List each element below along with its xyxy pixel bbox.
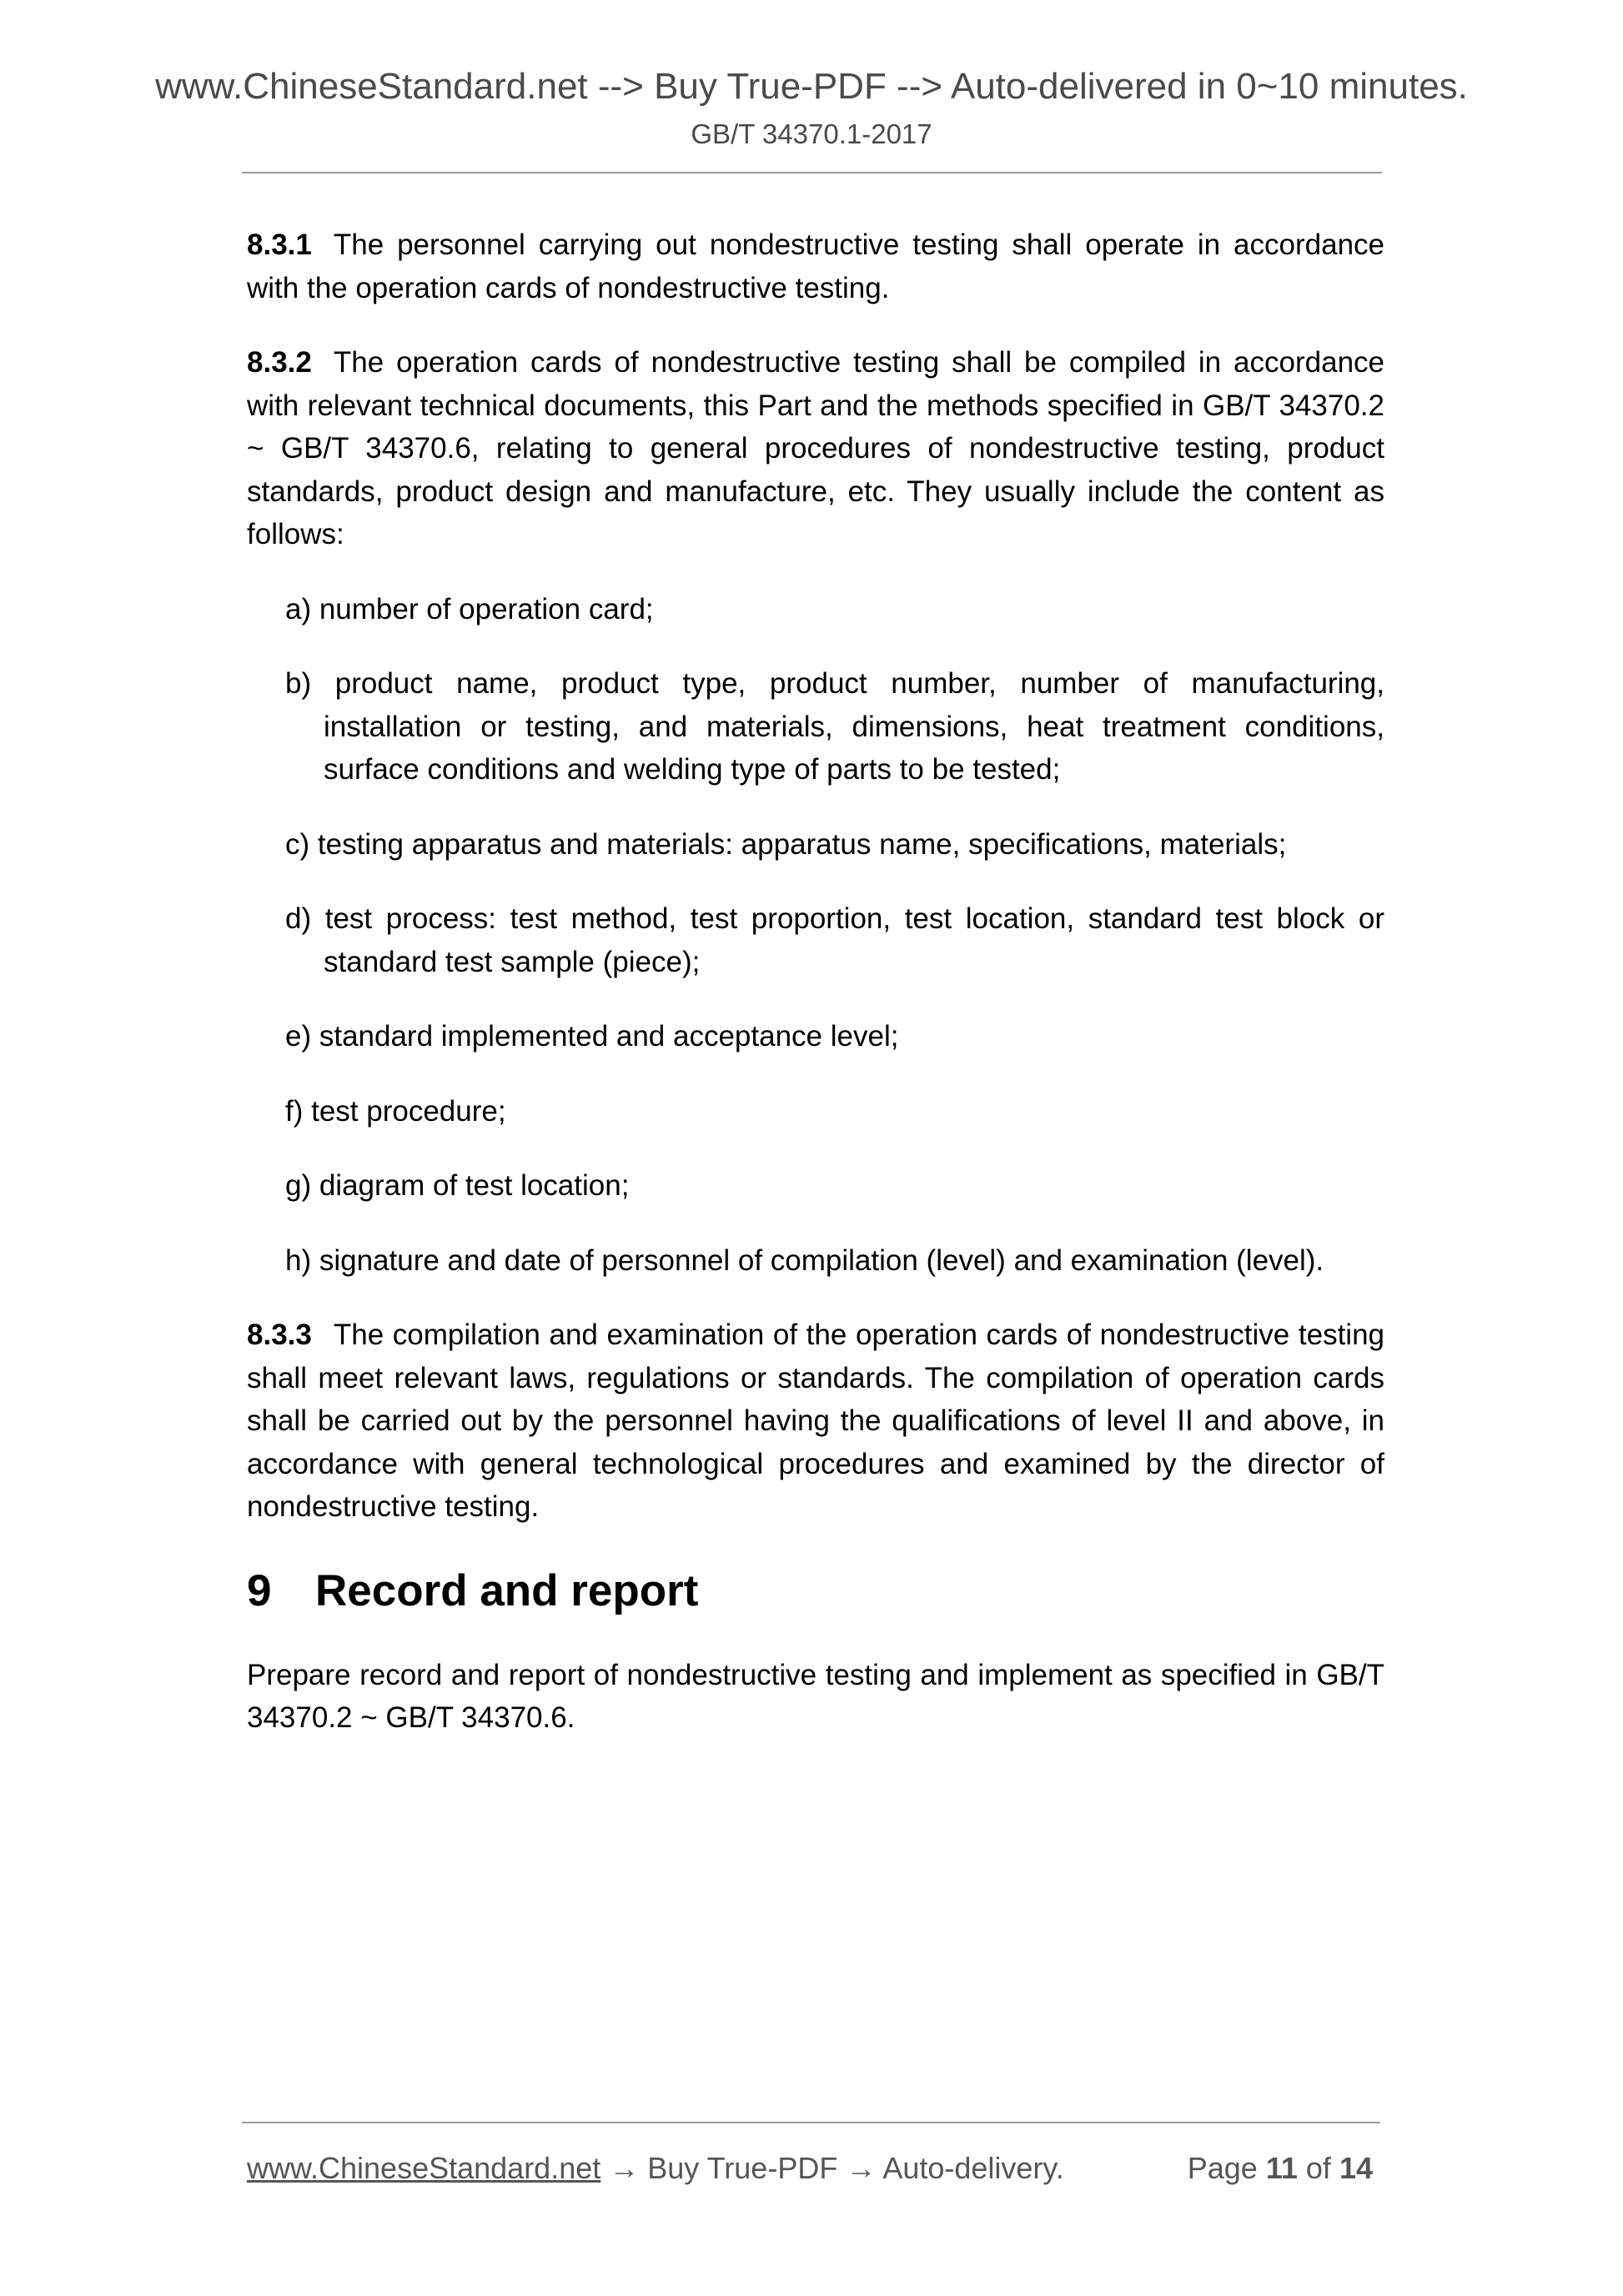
section-number: 9 bbox=[247, 1565, 272, 1615]
list-item: e) standard implemented and acceptance level; bbox=[285, 1020, 899, 1053]
clause-number: 8.3.3 bbox=[247, 1319, 312, 1351]
list-item: h) signature and date of personnel of compilation (level) and examination (level). bbox=[285, 1243, 1324, 1277]
clause-number: 8.3.1 bbox=[247, 229, 312, 261]
header-banner: www.ChineseStandard.net --> Buy True-PDF --> Auto-delivered in 0~10 minutes. bbox=[155, 66, 1468, 107]
page-indicator bbox=[1188, 2147, 1373, 2190]
clause-text: The compilation and examination of the operation cards of nondestructive testing shall meet relevant laws, regulations or standards. The compilation of operation cards shall be carried out by the personnel having the qualifications of level II and above, in accordance with general technological procedures and examined by the director of nondestructive testing. bbox=[247, 1319, 1384, 1523]
document-body bbox=[247, 224, 1384, 1740]
section-title: Record and report bbox=[315, 1565, 699, 1615]
clause-number: 8.3.2 bbox=[247, 346, 312, 379]
list-item: a) number of operation card; bbox=[285, 592, 654, 625]
website-link[interactable]: www.ChineseStandard.net bbox=[247, 2151, 601, 2185]
clause-8-3-1 bbox=[247, 224, 1384, 309]
list-item: f) test procedure; bbox=[285, 1094, 506, 1128]
footer-tagline: → Buy True-PDF → Auto-delivery. bbox=[600, 2151, 1064, 2185]
list-item: b) product name, product type, product number, number of manufacturing, installation or testing, and materials, dimensions, heat treatment conditions, surface conditions and welding type of parts to be tested; bbox=[285, 667, 1384, 786]
clause-text: The operation cards of nondestructive testing shall be compiled in accordance with relevant technical documents, this Part and the methods specified in GB/T 34370.2 ~ GB/T 34370.6, relating to general procedures of nondestructive testing, product standards, product design and manufacture, etc. They usually include the content as follows: bbox=[247, 346, 1384, 550]
content-list bbox=[247, 588, 1384, 1283]
list-item: c) testing apparatus and materials: apparatus name, specifications, materials; bbox=[285, 827, 1287, 861]
page-current: 11 bbox=[1265, 2151, 1298, 2185]
page-label: Page bbox=[1187, 2151, 1258, 2185]
page-footer bbox=[247, 2147, 1373, 2190]
standard-code: GB/T 34370.1-2017 bbox=[691, 118, 932, 149]
of-label: of bbox=[1305, 2151, 1331, 2185]
header-divider bbox=[242, 172, 1382, 173]
section-heading bbox=[247, 1562, 1384, 1620]
clause-8-3-3 bbox=[247, 1314, 1384, 1529]
clause-text: The personnel carrying out nondestructive testing shall operate in accordance with the operation cards of nondestructive testing. bbox=[247, 229, 1384, 304]
list-item: d) test process: test method, test proportion, test location, standard test block or standard test sample (piece); bbox=[285, 902, 1384, 978]
clause-8-3-2 bbox=[247, 341, 1384, 556]
page-total: 14 bbox=[1339, 2151, 1373, 2185]
list-item: g) diagram of test location; bbox=[285, 1169, 630, 1202]
section-body: Prepare record and report of nondestructive testing and implement as specified in GB/T 34370.2 ~ GB/T 34370.6. bbox=[247, 1658, 1384, 1734]
footer-divider bbox=[242, 2122, 1380, 2123]
